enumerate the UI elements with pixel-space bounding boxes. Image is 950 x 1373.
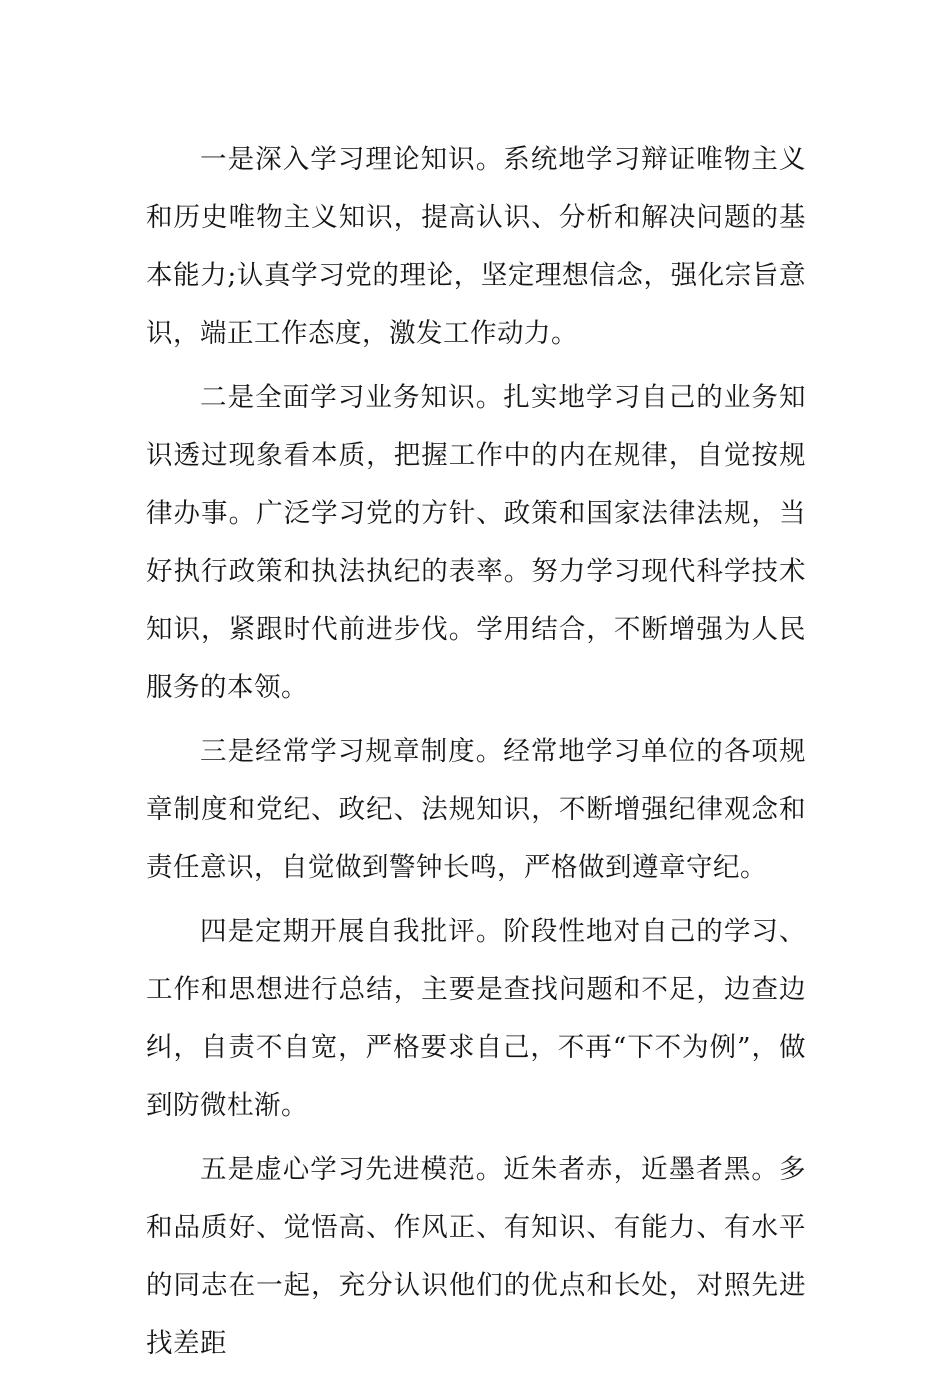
paragraph-study-regulations: 三是经常学习规章制度。经常地学习单位的各项规章制度和党纪、政纪、法规知识，不断增强纪律观念和责任意识，自觉做到警钟长鸣，严格做到遵章守纪。 — [146, 736, 806, 883]
paragraph-self-criticism: 四是定期开展自我批评。阶段性地对自己的学习、工作和思想进行总结，主要是查找问题和不足，边查边纠，自责不自宽，严格要求自己，不再“下不为例”，做到防微杜渐。 — [146, 916, 806, 1121]
paragraph-study-business: 二是全面学习业务知识。扎实地学习自己的业务知识透过现象看本质，把握工作中的内在规律，自觉按规律办事。广泛学习党的方针、政策和国家法律法规，当好执行政策和执法执纪的表率。努力学习现代科学技术知识，紧跟时代前进步伐。学用结合，不断增强为人民服务的本领。 — [146, 382, 806, 703]
paragraph-study-theory: 一是深入学习理论知识。系统地学习辩证唯物主义和历史唯物主义知识，提高认识、分析和解决问题的基本能力;认真学习党的理论，坚定理想信念，强化宗旨意识，端正工作态度，激发工作动力。 — [146, 144, 806, 349]
document-body — [146, 131, 806, 1373]
paragraph-learn-from-models: 五是虚心学习先进模范。近朱者赤，近墨者黑。多和品质好、觉悟高、作风正、有知识、有能力、有水平的同志在一起，充分认识他们的优点和长处，对照先进找差距 — [146, 1154, 806, 1359]
